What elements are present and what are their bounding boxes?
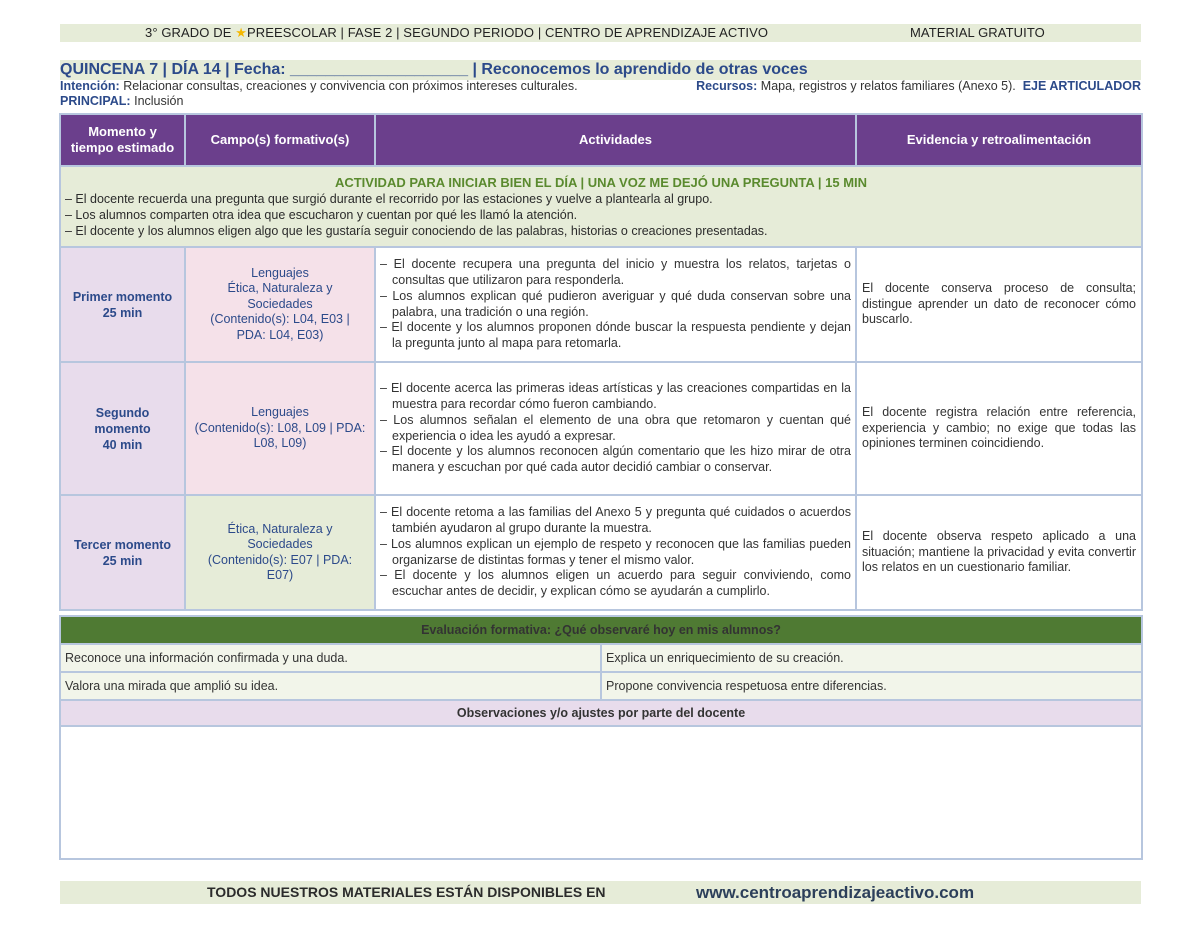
actividades-cell <box>375 247 856 362</box>
page-title: QUINCENA 7 | DÍA 14 | Fecha: ____________________ | Reconocemos lo aprendido de otras voces <box>60 60 1141 80</box>
actividad-item: – El docente y los alumnos proponen dónde buscar la respuesta pendiente y dejan la pregunta junto al mapa para retomarla. <box>380 320 851 350</box>
actividad-item: – Los alumnos explican qué pudieron averiguar y qué duda conservan sobre una palabra, una tradición o una región. <box>380 288 851 319</box>
actividad-item: – El docente recupera una pregunta del inicio y muestra los relatos, tarjetas o consultas que utilizaron para responderla. <box>380 257 851 288</box>
momento-time: 25 min <box>102 553 143 568</box>
actividad-item: – Los alumnos señalan el elemento de una obra que retomaron y cuentan qué experiencia o idea les ayudó a expresar. <box>380 412 851 443</box>
evidencia-cell: El docente observa respeto aplicado a una situación; mantiene la privacidad y evita convertir los relatos en un cuestionario familiar. <box>856 495 1142 610</box>
evaluation-item: Valora una mirada que amplió su idea. <box>60 672 601 700</box>
campo-text: Ética, Naturaleza y Sociedades (Contenido(s): E07 | PDA: E07) <box>207 521 353 582</box>
header-material: MATERIAL GRATUITO <box>910 25 1045 40</box>
footer-text: TODOS NUESTROS MATERIALES ESTÁN DISPONIBLES EN <box>207 884 606 900</box>
header-campo: Campo(s) formativo(s) <box>185 114 375 166</box>
table-header-row <box>60 114 1142 166</box>
actividad-item: – El docente y los alumnos eligen un acuerdo para seguir conviviendo, como escuchar antes de decidir, y explican cómo se ayudarán a cumplirlo. <box>380 568 851 598</box>
inicio-line: – El docente y los alumnos eligen algo que les gustaría seguir conociendo de las palabras, historias o creaciones presentadas. <box>65 223 768 238</box>
header-grade: 3° GRADO DE ★PREESCOLAR | FASE 2 | SEGUNDO PERIODO | CENTRO DE APRENDIZAJE ACTIVO <box>145 25 769 40</box>
evidencia-cell: El docente registra relación entre referencia, experiencia y cambio; no exige que todas las opiniones terminen coincidiendo. <box>856 362 1142 495</box>
momento-time: 40 min <box>102 437 143 452</box>
table-row <box>60 495 1142 610</box>
actividad-item: – El docente retoma a las familias del Anexo 5 y pregunta qué cuidados o acuerdos también ayudaron al grupo durante la muestra. <box>380 505 851 536</box>
campo-cell <box>185 495 375 610</box>
star-icon: ★ <box>235 25 247 40</box>
momento-label: Primer momento <box>72 289 173 304</box>
momento-cell <box>60 362 185 495</box>
momento-cell <box>60 247 185 362</box>
footer-bar <box>60 881 1141 904</box>
campo-text: Lenguajes Ética, Naturaleza y Sociedades (Contenido(s): L04, E03 | PDA: L04, E03) <box>210 265 350 342</box>
footer-link[interactable]: www.centroaprendizajeactivo.com <box>696 883 975 902</box>
momento-cell <box>60 495 185 610</box>
campo-text: Lenguajes (Contenido(s): L08, L09 | PDA: L08, L09) <box>194 405 366 451</box>
meta-info <box>60 79 1141 109</box>
evaluation-item: Propone convivencia respetuosa entre diferencias. <box>601 672 1142 700</box>
evaluation-item: Explica un enriquecimiento de su creación. <box>601 644 1142 672</box>
evaluation-item: Reconoce una información confirmada y una duda. <box>60 644 601 672</box>
header-momento: Momento y tiempo estimado <box>60 114 185 166</box>
actividades-cell <box>375 495 856 610</box>
header-evidencia: Evidencia y retroalimentación <box>856 114 1142 166</box>
actividad-item: – El docente y los alumnos reconocen algún comentario que les hizo mirar de otra manera y escuchan por qué cada autor decidió cambiar o conservar. <box>380 444 851 474</box>
header-bar <box>60 24 1141 42</box>
observations-heading: Observaciones y/o ajustes por parte del docente <box>60 700 1142 726</box>
evaluation-table <box>59 615 1143 860</box>
actividades-cell <box>375 362 856 495</box>
inicio-line: – El docente recuerda una pregunta que surgió durante el recorrido por las estaciones y vuelve a plantearla al grupo. <box>65 191 713 206</box>
momento-label: Segundo momento <box>94 405 151 436</box>
actividad-item: – El docente acerca las primeras ideas artísticas y las creaciones compartidas en la muestra para recordar cómo fueron cambiando. <box>380 381 851 412</box>
actividad-item: – Los alumnos explican un ejemplo de respeto y reconocen que las familias pueden organizarse de distintas formas y tener el mismo valor. <box>380 536 851 567</box>
table-row <box>60 362 1142 495</box>
recursos: Recursos: Mapa, registros y relatos familiares (Anexo 5). EJE ARTICULADOR <box>696 79 1141 93</box>
evaluation-heading: Evaluación formativa: ¿Qué observaré hoy en mis alumnos? <box>60 616 1142 644</box>
table-row <box>60 247 1142 362</box>
inicio-heading: ACTIVIDAD PARA INICIAR BIEN EL DÍA | UNA VOZ ME DEJÓ UNA PREGUNTA | 15 MIN <box>334 174 868 190</box>
campo-cell <box>185 247 375 362</box>
header-actividades: Actividades <box>375 114 856 166</box>
planning-table <box>59 113 1143 611</box>
observations-area[interactable] <box>60 726 1142 859</box>
inicio-cell <box>60 166 1142 247</box>
momento-label: Tercer momento <box>73 537 171 552</box>
intencion: Intención: Relacionar consultas, creaciones y convivencia con próximos intereses culturales. <box>60 79 578 93</box>
inicio-line: – Los alumnos comparten otra idea que escucharon y cuentan por qué les llamó la atención. <box>65 207 578 222</box>
campo-cell <box>185 362 375 495</box>
momento-time: 25 min <box>102 305 143 320</box>
evidencia-cell: El docente conserva proceso de consulta; distingue aprender un dato de reconocer cómo buscarlo. <box>856 247 1142 362</box>
inicio-row <box>60 166 1142 247</box>
eje-articulador: PRINCIPAL: Inclusión <box>60 94 184 108</box>
